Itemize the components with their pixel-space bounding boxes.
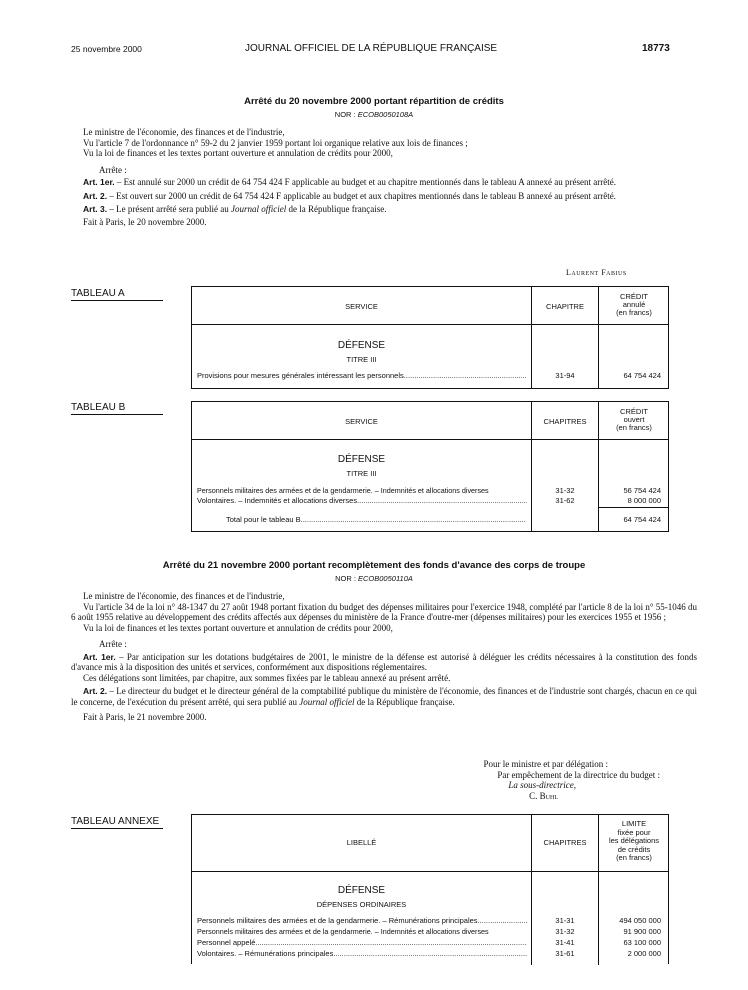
- tableau-b-header-rule: [192, 439, 668, 440]
- tableau-b-titre: TITRE III: [346, 469, 377, 478]
- arrete1-title: Arrêté du 20 novembre 2000 portant répartition de crédits: [244, 96, 504, 107]
- tableau-annexe-row-3: Volontaires. – Rémunérations principales .....: [197, 949, 527, 958]
- tableau-b: [191, 401, 669, 532]
- tableau-annexe: [191, 814, 669, 964]
- arrete2-fait: Fait à Paris, le 21 novembre 2000.: [83, 712, 207, 722]
- arrete1-vu-1: Vu l'article 7 de l'ordonnance n° 59-2 du 2 janvier 1959 portant loi organique relative aux lois de finances ;: [83, 137, 468, 148]
- arrete2-sign-1: Pour le ministre et par délégation :: [483, 759, 608, 769]
- tableau-a-row-montant: 64 754 424: [623, 371, 661, 380]
- header-date: 25 novembre 2000: [71, 44, 142, 54]
- arrete1-vu-0: Le ministre de l'économie, des finances et de l'industrie,: [83, 127, 285, 137]
- tableau-annexe-row-3-chapitre: 31-61: [555, 949, 575, 958]
- tableau-b-row-1-montant: 8 000 000: [627, 496, 661, 505]
- arrete2-body: [71, 591, 697, 723]
- tableau-a-titre: TITRE III: [346, 355, 377, 364]
- tableau-annexe-row-2-montant: 63 100 000: [623, 938, 661, 947]
- tableau-annexe-section: DÉFENSE: [337, 885, 386, 896]
- tableau-a-label: TABLEAU A: [71, 288, 163, 301]
- arrete1-vu-block: [71, 127, 697, 227]
- tableau-b-sum-rule: [599, 507, 668, 508]
- header-page-number: 18773: [642, 43, 670, 54]
- arrete1-art1: Art. 1er. – Est annulé sur 2000 un crédit de 64 754 424 F applicable au budget et au chapitre mentionnés dans le tableau A annexé au présent arrêté.: [83, 177, 616, 187]
- arrete2-vu-1: Vu l'article 34 de la loi n° 48-1347 du 27 août 1948 portant fixation du budget des dépenses militaires pour l'exercice 1948, complété par l'article 8 de la loi n° 55-1046 du 6 août 1955 relative au développement des crédits affectés aux dépenses du ministère de la France d'outre-mer (dépenses militaires) pour les exercices 1955 et 1956 ;: [71, 601, 697, 622]
- tableau-annexe-col-limite: LIMITE fixée pour les délégations de crédits (en francs): [608, 819, 660, 862]
- tableau-b-col-service: SERVICE: [345, 417, 378, 426]
- arrete2-art1-text2: Ces délégations sont limitées, par chapitre, aux sommes fixées par le tableau annexé au présent arrêté.: [83, 672, 451, 683]
- tableau-annexe-row-0-chapitre: 31-31: [555, 916, 575, 925]
- tableau-annexe-row-0: Personnels militaires des armées et de la gendarmerie. – Rémunérations principales .....: [197, 916, 527, 925]
- arrete1-nor: NOR : ECOB0050108A: [334, 110, 414, 119]
- arrete1-fait: Fait à Paris, le 20 novembre 2000.: [83, 216, 207, 227]
- tableau-b-row-0: Personnels militaires des armées et de la gendarmerie. – Indemnités et allocations diverses: [197, 486, 489, 495]
- arrete2-title: Arrêté du 21 novembre 2000 portant recomplètement des fonds d'avance des corps de troupe: [162, 560, 586, 571]
- tableau-annexe-sub: DÉPENSES ORDINAIRES: [316, 900, 407, 909]
- tableau-a-col-chapitre: CHAPITRE: [546, 302, 584, 311]
- tableau-annexe-row-1: Personnels militaires des armées et de la gendarmerie. – Indemnités et allocations diverses: [197, 927, 489, 936]
- arrete2-art2: Art. 2. – Le directeur du budget et le directeur général de la comptabilité publique du ministère de l'économie, des finances et de l'industrie sont chargés, chacun en ce qui le concerne, de l'exécution du présent arrêté, qui sera publié au Journal officiel de la République française.: [71, 686, 697, 707]
- tableau-b-row-0-montant: 56 754 424: [623, 486, 661, 495]
- arrete2-sign-4: C. Buhl: [529, 790, 558, 801]
- tableau-a-section: DÉFENSE: [337, 340, 386, 351]
- tableau-annexe-label: TABLEAU ANNEXE: [71, 816, 163, 829]
- tableau-b-col-chapitre: CHAPITRES: [543, 417, 587, 426]
- tableau-annexe-row-3-montant: 2 000 000: [627, 949, 661, 958]
- arrete2-vu-2: Vu la loi de finances et les textes portant ouverture et annulation de crédits pour 2000,: [83, 622, 393, 633]
- arrete2-vu-0: Le ministre de l'économie, des finances et de l'industrie,: [83, 591, 285, 601]
- arrete2-sign-3: La sous-directrice,: [508, 780, 576, 790]
- arrete1-art3: Art. 3. – Le présent arrêté sera publié au Journal officiel de la République française.: [83, 204, 387, 214]
- tableau-a-row: Provisions pour mesures générales intéressant les personnels .....: [197, 371, 527, 380]
- tableau-b-total-label: Total pour le tableau B .....: [226, 515, 526, 524]
- tableau-a-col-service: SERVICE: [345, 302, 378, 311]
- header-journal-title: JOURNAL OFFICIEL DE LA RÉPUBLIQUE FRANÇAISE: [245, 43, 498, 54]
- tableau-b-col-credit: CRÉDIT ouvert (en francs): [616, 407, 652, 432]
- tableau-annexe-row-2-chapitre: 31-41: [555, 938, 575, 947]
- arrete1-vu-2: Vu la loi de finances et les textes portant ouverture et annulation de crédits pour 2000,: [83, 148, 393, 158]
- tableau-b-label: TABLEAU B: [71, 402, 163, 415]
- tableau-annexe-row-1-montant: 91 900 000: [623, 927, 661, 936]
- tableau-b-row-1: Volontaires. – Indemnités et allocations diverses .....: [197, 496, 527, 505]
- tableau-a-row-chapitre: 31-94: [555, 371, 575, 380]
- arrete1-signature: Laurent Fabius: [566, 268, 627, 277]
- tableau-annexe-row-1-chapitre: 31-32: [555, 927, 575, 936]
- tableau-b-total: 64 754 424: [623, 515, 661, 524]
- arrete2-signature-block: [420, 759, 660, 801]
- tableau-annexe-col-libelle: LIBELLÉ: [346, 838, 377, 847]
- arrete2-nor-code: ECOB0050110A: [358, 574, 413, 583]
- tableau-a-col-credit: CRÉDIT annulé (en francs): [616, 292, 652, 317]
- tableau-b-section: DÉFENSE: [337, 454, 386, 465]
- tableau-annexe-row-0-montant: 494 050 000: [619, 916, 661, 925]
- tableau-b-row-1-chapitre: 31-62: [555, 496, 575, 505]
- arrete2-arrete: Arrête :: [99, 639, 127, 649]
- arrete1-art2: Art. 2. – Est ouvert sur 2000 un crédit de 64 754 424 F applicable au budget et aux chapitres mentionnés dans le tableau B annexé au présent arrêté.: [83, 190, 616, 201]
- arrete1-arrete: Arrête :: [99, 164, 127, 175]
- arrete2-art1: Art. 1er. – Par anticipation sur les dotations budgétaires de 2001, le ministre de la défense est autorisé à déléguer les crédits nécessaires à la constitution des fonds d'avance mis à la disposition des unités et services, conformément aux dispositions réglementaires.: [71, 651, 698, 672]
- tableau-a: [191, 286, 669, 389]
- tableau-annexe-row-2: Personnel appelé .....: [197, 938, 527, 947]
- tableau-annexe-col-chapitre: CHAPITRES: [543, 838, 587, 847]
- arrete1-nor-code: ECOB0050108A: [357, 110, 414, 119]
- arrete2-nor: NOR : ECOB0050110A: [335, 574, 413, 583]
- tableau-b-row-0-chapitre: 31-32: [555, 486, 575, 495]
- tableau-annexe-header-rule: [192, 871, 668, 872]
- tableau-a-header-rule: [192, 324, 668, 325]
- arrete2-sign-2: Par empêchement de la directrice du budget :: [497, 769, 660, 780]
